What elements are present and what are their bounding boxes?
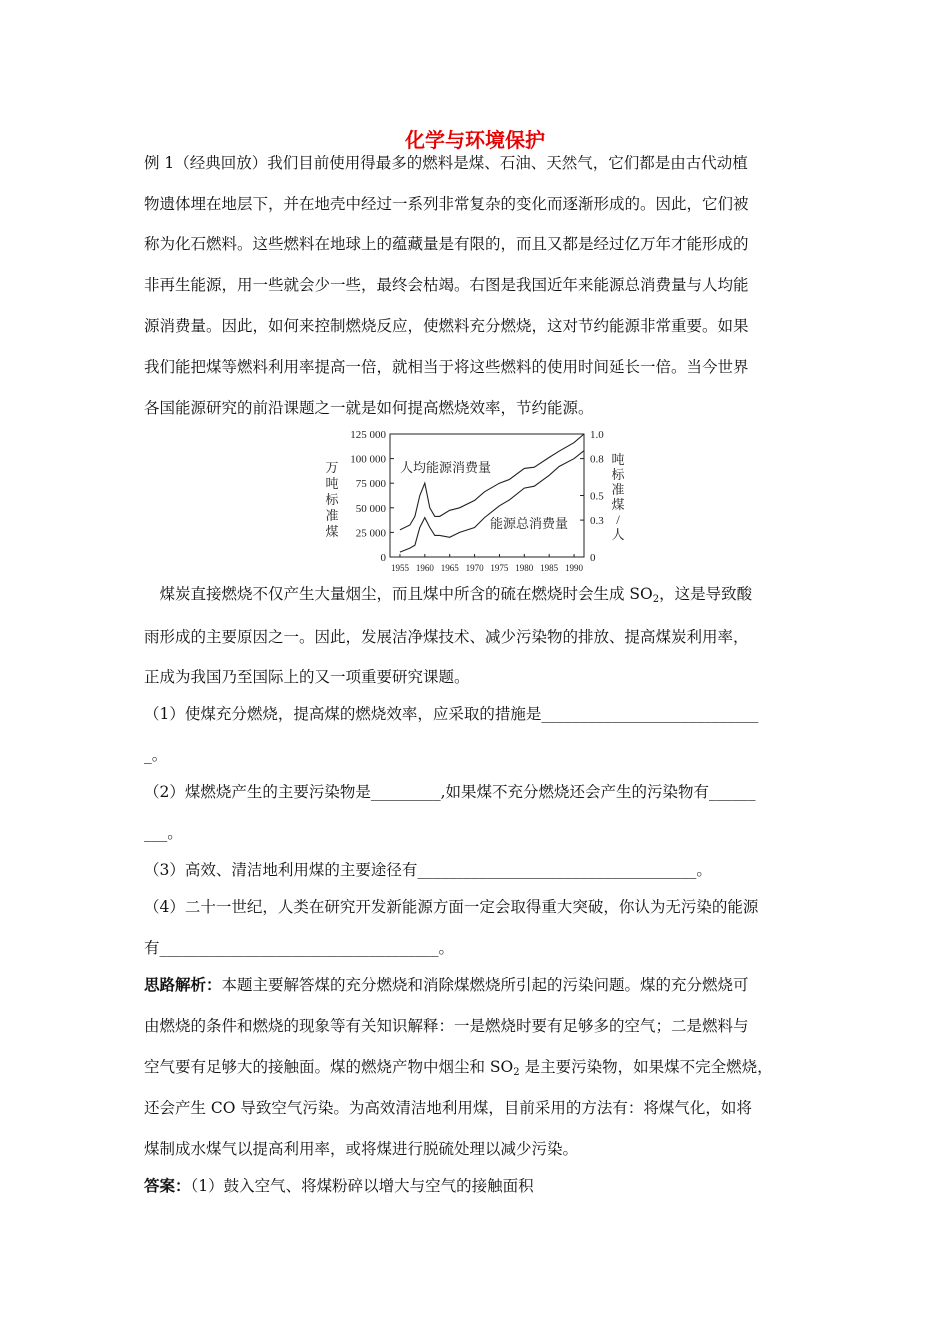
right-axis-label-char: 吨 [611, 452, 625, 467]
page-title: 化学与环境保护 [405, 128, 545, 152]
left-tick-label: 100 000 [350, 453, 386, 466]
analysis-text: 本题主要解答煤的充分燃烧和消除煤燃烧所引起的污染问题。煤的充分燃烧可 [221, 976, 749, 994]
left-axis-label-char: 万 [325, 460, 339, 475]
paragraph-line: 正成为我国乃至国际上的又一项重要研究课题。 [144, 668, 470, 686]
x-tick-label: 1970 [465, 563, 484, 573]
paragraph-line: 雨形成的主要原因之一。因此，发展洁净煤技术、减少污染物的排放、提高煤炭利用率， [144, 628, 749, 646]
energy-consumption-chart [318, 424, 638, 576]
right-axis-label-char: 煤 [611, 497, 625, 512]
question-2-cont: ___。 [144, 824, 183, 842]
question-2: （2）煤燃烧产生的主要污染物是_________,如果煤不充分燃烧还会产生的污染物有______ [144, 783, 756, 801]
paragraph-line [144, 583, 752, 611]
left-axis-label-char: 煤 [325, 524, 339, 539]
paragraph-text: ，这是导致酸 [659, 585, 753, 603]
x-tick-label: 1975 [490, 563, 509, 573]
paragraph-line: 物遗体埋在地层下，并在地壳中经过一系列非常复杂的变化而逐渐形成的。因此，它们被 [144, 195, 749, 213]
right-axis-label-char: 人 [611, 527, 625, 542]
paragraph-line: 各国能源研究的前沿课题之一就是如何提高燃烧效率，节约能源。 [144, 399, 594, 417]
question-3: （3）高效、清洁地利用煤的主要途径有____________________________________。 [144, 861, 712, 879]
paragraph-line: 源消费量。因此，如何来控制燃烧反应，使燃料充分燃烧，这对节约能源非常重要。如果 [144, 317, 749, 335]
left-tick-label: 0 [380, 552, 386, 564]
question-4-cont: 有____________________________________。 [144, 939, 455, 957]
left-tick-label: 50 000 [355, 502, 386, 515]
analysis-text: 空气要有足够大的接触面。煤的燃烧产物中烟尘和 SO [144, 1058, 514, 1076]
right-axis-label-char: 标 [611, 467, 625, 482]
right-tick-label: 0.5 [590, 490, 604, 503]
question-1: （1）使煤充分燃烧，提高煤的燃烧效率，应采取的措施是____________________________ [144, 705, 759, 723]
right-tick-label: 0.3 [590, 515, 604, 528]
x-tick-label: 1960 [415, 563, 434, 573]
right-axis-label-char: 准 [611, 482, 625, 497]
analysis-text: 是主要污染物，如果煤不完全燃烧， [519, 1058, 773, 1076]
series-label-per-capita: 人均能源消费量 [400, 460, 492, 475]
x-tick-label: 1980 [515, 563, 534, 573]
left-axis-label-char: 标 [325, 492, 339, 507]
analysis-line: 由燃烧的条件和燃烧的现象等有关知识解释：一是燃烧时要有足够多的空气；二是燃料与 [144, 1017, 749, 1035]
analysis-line [144, 1056, 773, 1084]
left-tick-label: 75 000 [355, 478, 386, 491]
paragraph-text: 煤炭直接燃烧不仅产生大量烟尘，而且煤中所含的硫在燃烧时会生成 SO [144, 585, 653, 603]
subscript: 2 [652, 594, 660, 605]
answer-line [144, 1175, 534, 1197]
x-tick-label: 1990 [565, 563, 584, 573]
paragraph-line: 我们能把煤等燃料利用率提高一倍，就相当于将这些燃料的使用时间延长一倍。当今世界 [144, 358, 749, 376]
x-tick-label: 1965 [440, 563, 459, 573]
answer-text: （1）鼓入空气、将煤粉碎以增大与空气的接触面积 [190, 1177, 534, 1195]
left-tick-label: 125 000 [350, 429, 386, 441]
question-4: （4）二十一世纪，人类在研究开发新能源方面一定会取得重大突破，你认为无污染的能源 [144, 898, 759, 916]
subscript: 2 [513, 1067, 520, 1078]
left-axis-label-char: 吨 [325, 476, 339, 491]
right-tick-label: 0.8 [590, 453, 604, 466]
plot-frame [390, 434, 584, 557]
paragraph-line: 非再生能源，用一些就会少一些，最终会枯竭。右图是我国近年来能源总消费量与人均能 [144, 276, 749, 294]
right-tick-label: 0 [590, 552, 596, 564]
x-tick-label: 1985 [540, 563, 559, 573]
analysis-line: 煤制成水煤气以提高利用率，或将煤进行脱硫处理以减少污染。 [144, 1140, 579, 1158]
answer-label: 答案： [144, 1177, 191, 1195]
paragraph-line: 称为化石燃料。这些燃料在地球上的蕴藏量是有限的，而且又都是经过亿万年才能形成的 [144, 235, 749, 253]
right-tick-label: 1.0 [590, 429, 604, 441]
left-axis-label-char: 准 [325, 508, 339, 523]
right-axis-label-char: / [616, 512, 620, 527]
analysis-line [144, 974, 749, 996]
x-tick-label: 1955 [390, 563, 409, 573]
series-label-total: 能源总消费量 [490, 516, 569, 531]
left-tick-label: 25 000 [355, 527, 386, 540]
paragraph-line: 例 1（经典回放）我们目前使用得最多的燃料是煤、石油、天然气，它们都是由古代动植 [144, 154, 748, 172]
analysis-line: 还会产生 CO 导致空气污染。为高效清洁地利用煤，目前采用的方法有：将煤气化，如将 [144, 1099, 752, 1117]
question-1-cont: _。 [144, 746, 168, 764]
analysis-label: 思路解析： [144, 976, 222, 994]
